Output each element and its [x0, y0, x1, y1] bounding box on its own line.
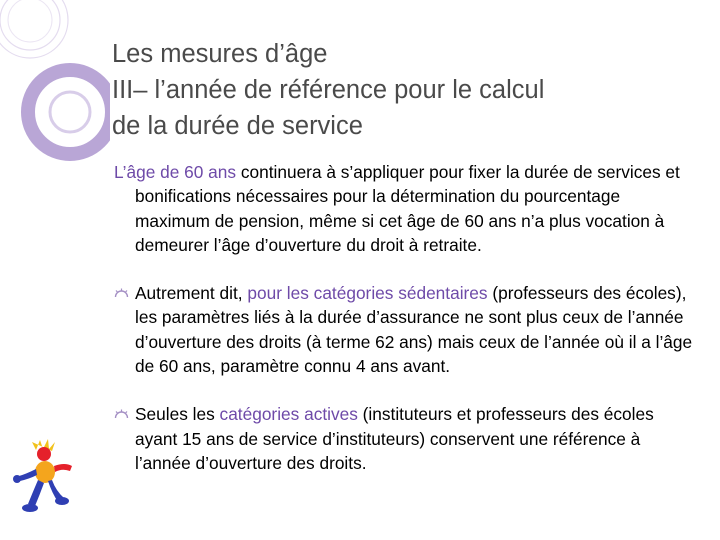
slide-title	[112, 36, 702, 144]
bullet-text-after: (professeurs des écoles), les paramètres liés à la durée d’assurance ne sont plus ceux de l’année d’ouverture des droits (à terme 62 ans) mais ceux de l’année où il a l’âge de 60 ans, paramètre connu 4 ans avant.	[135, 283, 693, 377]
bullet-text-before: Autrement dit,	[135, 283, 248, 304]
highlight-sedentary: pour les catégories sédentaires	[247, 283, 488, 304]
bullet-item-sedentary	[114, 281, 694, 378]
title-line-1: Les mesures d’âge	[112, 40, 328, 68]
highlight-active: catégories actives	[219, 404, 358, 425]
paragraph-age-60	[114, 160, 694, 257]
bullet-text-before: Seules les	[135, 404, 220, 425]
title-line-3: de la durée de service	[112, 112, 363, 140]
concentric-circles-decoration	[0, 0, 110, 175]
paragraph-age-60-text: continuera à s’appliquer pour fixer la durée de services et bonifications nécessaires pour la détermination du pourcentage maximum de pension, même si cet âge de 60 ans n’a plus vocation à demeurer l’âge d’ouverture du droit à retraite.	[135, 162, 680, 255]
bullet-text-after: (instituteurs et professeurs des écoles ayant 15 ans de service d’instituteurs) conservent une référence à l’année d’ouverture des droits.	[135, 404, 654, 473]
highlight-age-60: L’âge de 60 ans	[114, 162, 237, 182]
sunrise-bullet-icon	[114, 402, 135, 426]
child-mascot-icon	[10, 436, 82, 516]
slide-body	[114, 160, 694, 475]
sunrise-bullet-icon	[114, 281, 135, 305]
title-line-2: III– l’année de référence pour le calcul	[112, 76, 545, 104]
bullet-item-active	[114, 402, 694, 475]
